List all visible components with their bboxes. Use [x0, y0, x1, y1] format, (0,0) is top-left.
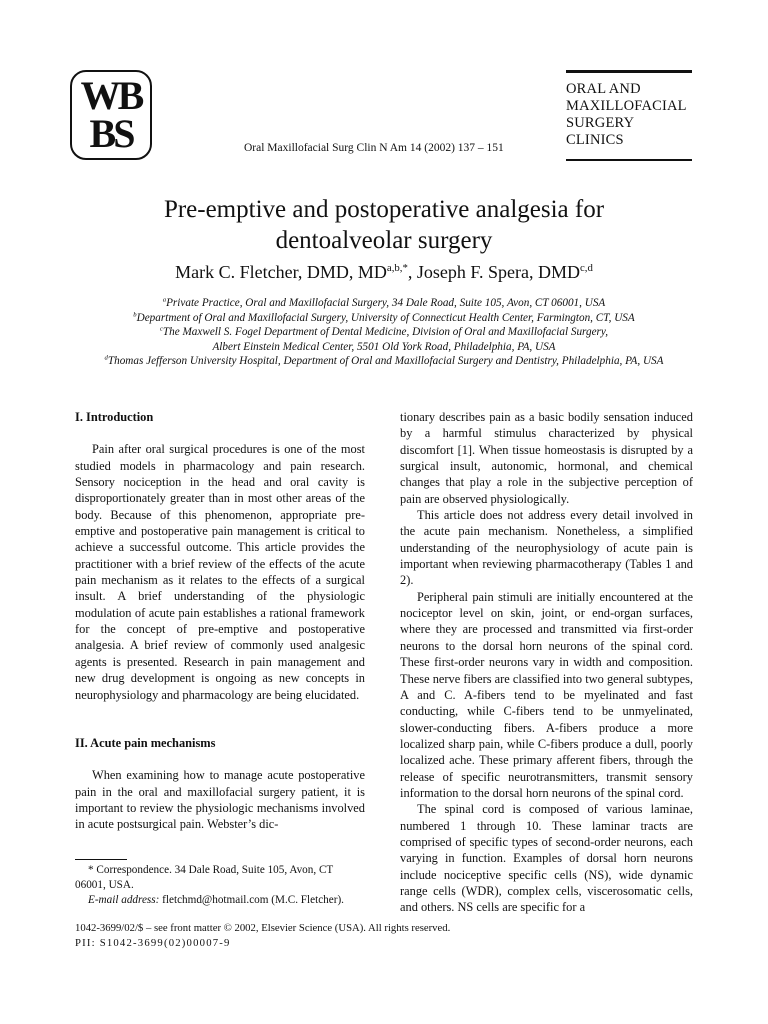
affiliation-mark: c — [159, 325, 163, 333]
title-line: Pre-emptive and postoperative analgesia for — [163, 196, 605, 223]
email-address: fletchmd@hotmail.com (M.C. Fletcher). — [159, 894, 344, 906]
author-name: Joseph F. Spera, DMD — [416, 262, 580, 282]
page-footer — [75, 921, 450, 951]
affiliation-text: The Maxwell S. Fogel Department of Dental Medicine, Division of Oral and Maxillofacial Surgery, — [162, 326, 609, 339]
affiliation — [50, 296, 718, 311]
affiliation-text: Thomas Jefferson University Hospital, Department of Oral and Maxillofacial Surgery and Dentistry, Philadelphia, PA, USA — [107, 355, 664, 368]
affiliation-text: Department of Oral and Maxillofacial Surgery, University of Connecticut Health Center, Farmington, CT, USA — [136, 311, 635, 324]
affiliation-mark: d — [104, 354, 108, 362]
pii-identifier: PII: S1042-3699(02)00007-9 — [75, 937, 231, 949]
journal-rule-top — [566, 70, 692, 73]
email-note — [75, 893, 365, 908]
footnotes — [75, 863, 365, 908]
journal-name-line: SURGERY — [566, 115, 635, 131]
journal-rule-bottom — [566, 159, 692, 161]
author-affiliation-marks: a,b,* — [386, 262, 408, 274]
journal-name-box — [566, 70, 692, 161]
body-column-right — [400, 409, 693, 916]
article-title — [60, 194, 708, 256]
author-separator: , — [407, 262, 417, 282]
body-paragraph: This article does not address every detail involved in the acute pain mechanism. Nonetheless, a simplified understanding of the neurophysiology of acute pain is important when reviewing pharmacotherapy (Tables 1 and 2). — [400, 508, 693, 588]
author-list — [60, 262, 708, 283]
affiliation-text: Albert Einstein Medical Center, 5501 Old York Road, Philadelphia, PA, USA — [212, 340, 556, 353]
journal-name-line: CLINICS — [566, 132, 624, 148]
affiliation — [50, 325, 718, 340]
affiliation-mark: a — [162, 296, 167, 304]
author-affiliation-marks: c,d — [579, 262, 593, 274]
journal-name-line: ORAL AND — [566, 81, 641, 97]
issn-copyright: 1042-3699/02/$ – see front matter © 2002, Elsevier Science (USA). All rights reserved. — [75, 922, 451, 934]
journal-citation: Oral Maxillofacial Surg Clin N Am 14 (2002) 137 – 151 — [244, 142, 504, 154]
body-column-left — [75, 409, 365, 833]
body-paragraph-continued: tionary describes pain as a basic bodily sensation induced by a harmful stimulus characterized by physical discomfort [1]. When tissue homeostasis is disrupted by a surgical insult, autonomic, hormonal, and chemical changes that play a role in the subjective perception of pain are observed physiologically. — [400, 410, 693, 506]
body-paragraph: Peripheral pain stimuli are initially encountered at the nociceptor level on skin, joint, or end-organ surfaces, where they are processed and transmitted via first-order neurons to the dorsal horn neurons of the spinal cord. These first-order neurons vary in width and composition. These nerve fibers are classified into two general subtypes, A and C. A-fibers tend to be myelinated and fast conducting, while C-fibers tend to be unmyelinated, slower-conducting fibers. A-fibers produce a more localized sharp pain, while C-fibers produce a dull, poorly localized ache. These primary afferent fibers, through the release of specific neurotransmitters, transmit sensory information to the dorsal horn neurons of the spinal cord. — [400, 589, 693, 800]
body-paragraph: When examining how to manage acute postoperative pain in the oral and maxillofacial surgery patient, it is important to review the physiologic mechanisms involved in acute postsurgical pain. Webster’s dic- — [75, 768, 365, 832]
logo-line2: BS — [89, 111, 133, 156]
body-paragraph: Pain after oral surgical procedures is one of the most studied models in pharmacology and pain research. Sensory nociception in the head and oral cavity is disproportionately greater than in most other areas of the body. Because of this phenomenon, appropriate pre-emptive and postoperative pain management is critical to achieve a successful outcome. This article provides the practitioner with a brief review of the effects of the acute pain mechanism as it relates to the effects of a surgical insult. A brief understanding of the physiologic modulation of acute pain establishes a rational framework for the concept of pre-emptive and postoperative analgesia. A brief review of commonly used analgesic agents is presented. Research in pain management and new drug development is ongoing as new concepts in neurophysiology and pharmacology are being elucidated. — [75, 442, 365, 702]
section-heading: I. Introduction — [75, 410, 154, 424]
affiliation-text: Private Practice, Oral and Maxillofacial Surgery, 34 Dale Road, Suite 105, Avon, CT 06001, USA — [166, 297, 606, 309]
email-label: E-mail address: — [88, 894, 160, 906]
logo-line1: WB — [80, 73, 142, 118]
body-paragraph: The spinal cord is composed of various laminae, numbered 1 through 10. These laminar tracts are comprised of specific types of second-order neurons, each varying in function. Examples of dorsal horn neurons include nociceptive specific cells (NS), wide dynamic range cells (WDR), complex cells, viscerosomatic cells, and others. NS cells are specific for a — [400, 802, 693, 915]
correspondence-note: * Correspondence. 34 Dale Road, Suite 105, Avon, CT 06001, USA. — [75, 864, 334, 891]
affiliation — [50, 340, 718, 355]
affiliation — [50, 311, 718, 326]
title-line: dentoalveolar surgery — [275, 227, 493, 254]
footnote-rule — [75, 859, 127, 860]
affiliation-mark: b — [133, 310, 137, 318]
section-heading: II. Acute pain mechanisms — [75, 735, 216, 750]
author-name: Mark C. Fletcher, DMD, MD — [175, 262, 387, 282]
affiliation — [50, 354, 718, 369]
journal-name-line: MAXILLOFACIAL — [566, 98, 687, 114]
affiliations — [50, 296, 718, 369]
publisher-logo — [70, 70, 152, 160]
